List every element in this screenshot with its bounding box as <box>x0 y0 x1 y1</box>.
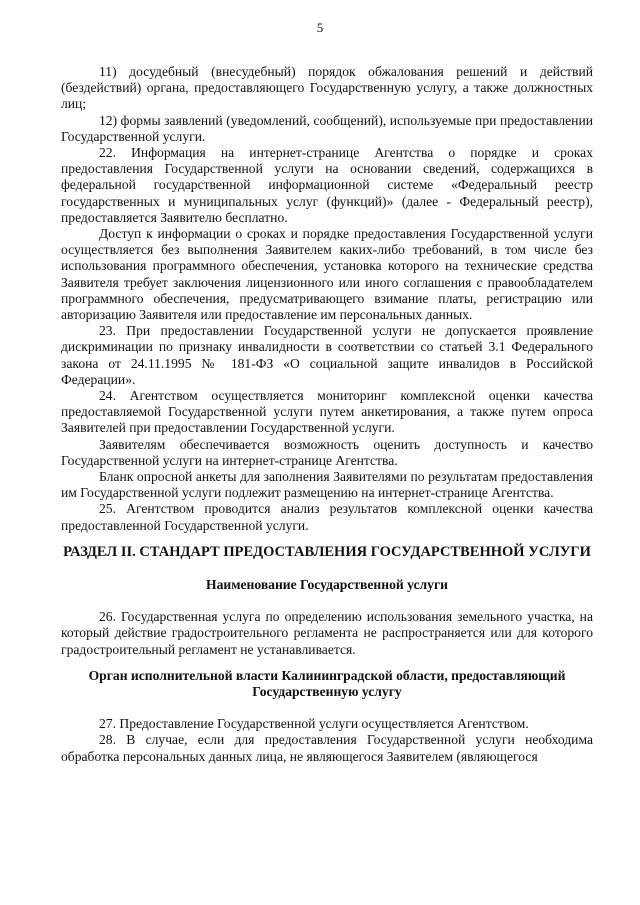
paragraph-access-info: Доступ к информации о сроках и порядке предоставления Государственной услуги осуществляется без выполнения Заявителем каких-либо требований, в том числе без использования программного обеспечения, установка которого на технические средства Заявителя требует заключения лицензионного или иного соглашения с правообладателем программного обеспечения, предусматривающего взимание платы, регистрацию или авторизацию Заявителя или предоставление им персональных данных. <box>61 226 593 323</box>
paragraph-item-11: 11) досудебный (внесудебный) порядок обжалования решений и действий (бездействий) органа, предоставляющего Государственную услугу, а также должностных лиц; <box>61 64 593 112</box>
paragraph-28: 28. В случае, если для предоставления Государственной услуги необходима обработка персональных данных лица, не являющегося Заявителем (являющегося <box>61 732 593 764</box>
paragraph-23: 23. При предоставлении Государственной услуги не допускается проявление дискриминации по признаку инвалидности в соответствии со статьей 3.1 Федерального закона от 24.11.1995 № 181-ФЗ «О социальной защите инвалидов в Российской Федерации». <box>61 323 593 387</box>
paragraph-item-12: 12) формы заявлений (уведомлений, сообщений), используемые при предоставлении Государственной услуги. <box>61 112 593 144</box>
subheading-service-name: Наименование Государственной услуги <box>206 576 448 592</box>
paragraph-26: 26. Государственная услуга по определению использования земельного участка, на который действие градостроительного регламента не распространяется или для которого градостроительный регламент не устанавливается. <box>61 609 593 657</box>
paragraph-22: 22. Информация на интернет-странице Агентства о порядке и сроках предоставления Государственной услуги на основании сведений, содержащихся в федеральной государственной информационной системе «Федеральный реестр государственных и муниципальных услуг (функций)» (далее - Федеральный реестр), предоставляется Заявителю бесплатно. <box>61 145 593 225</box>
paragraph-27: 27. Предоставление Государственной услуги осуществляется Агентством. <box>99 716 529 732</box>
paragraph-survey-form: Бланк опросной анкеты для заполнения Заявителями по результатам предоставления им Государственной услуги подлежит размещению на интернет-странице Агентства. <box>61 469 593 501</box>
paragraph-quality-evaluation: Заявителям обеспечивается возможность оценить доступность и качество Государственной услуги на интернет-странице Агентства. <box>61 436 593 468</box>
paragraph-25: 25. Агентством проводится анализ результатов комплексной оценки качества предоставленной Государственной услуги. <box>61 501 593 533</box>
subheading-executive-body: Орган исполнительной власти Калининградской области, предоставляющий Государственную услугу <box>88 667 566 699</box>
document-body <box>61 64 593 765</box>
page-number: 5 <box>316 20 324 35</box>
section-title: РАЗДЕЛ II. СТАНДАРТ ПРЕДОСТАВЛЕНИЯ ГОСУДАРСТВЕННОЙ УСЛУГИ <box>63 543 591 560</box>
paragraph-24: 24. Агентством осуществляется мониторинг комплексной оценки качества предоставляемой Государственной услуги путем анкетирования, а также путем опроса Заявителей при предоставлении Государственной услуги. <box>61 388 593 436</box>
